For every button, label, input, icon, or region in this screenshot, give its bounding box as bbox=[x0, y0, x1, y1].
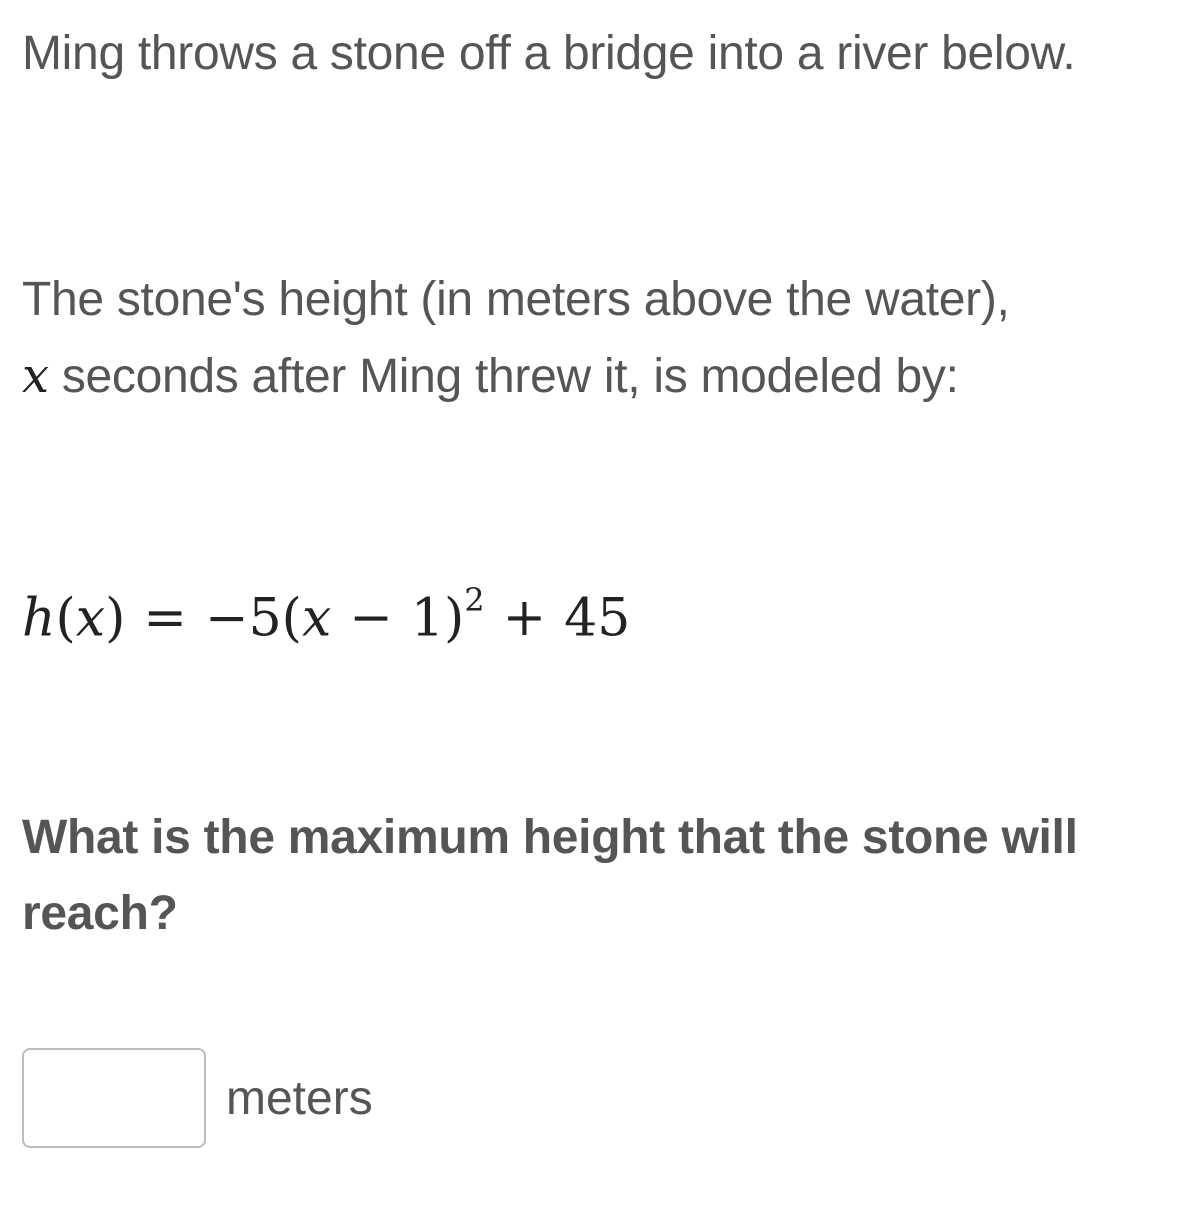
formula-open-paren: ( bbox=[55, 588, 76, 649]
model-variable: x bbox=[22, 348, 49, 404]
formula-variable: x bbox=[75, 588, 106, 649]
formula-equals: = bbox=[143, 588, 187, 649]
formula-constant: 45 bbox=[564, 588, 631, 649]
answer-unit-label: meters bbox=[226, 1071, 373, 1125]
formula-inner-constant: 1) bbox=[410, 588, 465, 649]
question-text: What is the maximum height that the stone will reach? bbox=[22, 811, 1078, 940]
problem-model-description bbox=[22, 262, 1152, 415]
formula-function-name: h bbox=[22, 588, 56, 649]
formula-exponent: 2 bbox=[464, 581, 485, 619]
formula-plus: + bbox=[502, 588, 547, 649]
model-text-2: seconds after Ming threw it, is modeled by: bbox=[48, 350, 959, 403]
answer-row bbox=[22, 1045, 373, 1151]
formula-variable-inner: x bbox=[301, 588, 332, 649]
model-text-1: The stone's height (in meters above the water), bbox=[22, 273, 1010, 326]
problem-intro: Ming throws a stone off a bridge into a river below. bbox=[22, 27, 1076, 80]
formula-minus: − bbox=[349, 588, 393, 649]
height-formula bbox=[22, 566, 630, 658]
formula-close-paren: ) bbox=[105, 588, 126, 649]
answer-input[interactable] bbox=[22, 1048, 206, 1148]
formula-coefficient: −5( bbox=[205, 588, 302, 649]
